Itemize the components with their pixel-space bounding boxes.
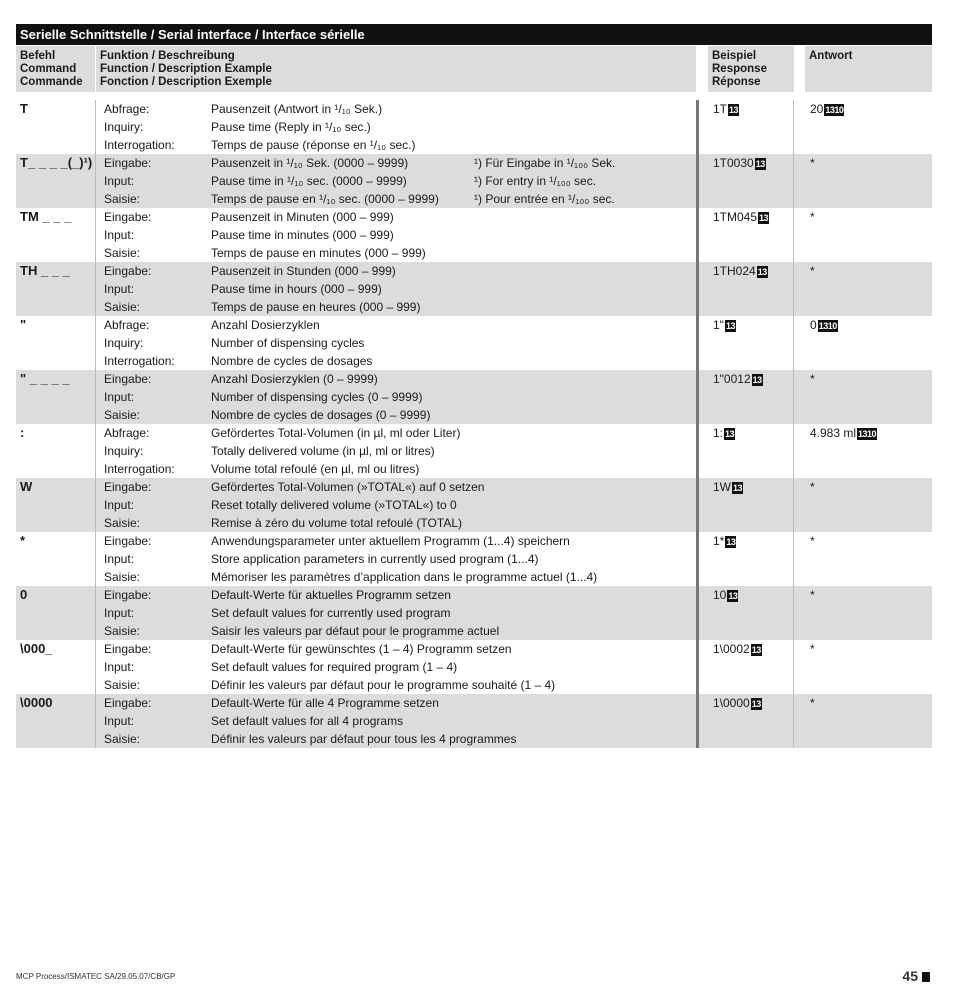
column-divider <box>696 316 699 370</box>
footnote: ¹) Für Eingabe in ¹/₁₀₀ Sek. <box>474 156 616 170</box>
line-label: Eingabe: <box>104 696 152 710</box>
line-description: Store application parameters in currently used program (1...4) <box>211 552 539 566</box>
header-function-en: Function / Description Example <box>100 63 272 75</box>
column-divider <box>696 100 699 154</box>
header-example <box>708 46 794 92</box>
example-response <box>713 154 766 172</box>
answer-text: * <box>810 372 815 386</box>
column-divider <box>95 262 96 316</box>
answer-text: 20 <box>810 102 824 116</box>
line-label: Saisie: <box>104 678 141 692</box>
column-divider <box>95 154 96 208</box>
answer <box>810 262 815 280</box>
column-divider <box>95 694 96 748</box>
answer-text: * <box>810 480 815 494</box>
column-divider <box>696 640 699 694</box>
control-code-icon: 1310 <box>818 320 837 331</box>
line-label: Saisie: <box>104 516 141 530</box>
table-row <box>16 532 932 586</box>
line-label: Abfrage: <box>104 426 150 440</box>
example-text: 1" <box>713 318 724 332</box>
line-description: Number of dispensing cycles <box>211 336 365 350</box>
line-description: Totally delivered volume (in µl, ml or litres) <box>211 444 435 458</box>
example-response <box>713 262 768 280</box>
column-divider <box>95 532 96 586</box>
line-description: Gefördertes Total-Volumen (in µl, ml oder Liter) <box>211 426 461 440</box>
answer <box>810 370 815 388</box>
answer-text: * <box>810 156 815 170</box>
answer <box>810 208 815 226</box>
line-description: Temps de pause en ¹/₁₀ sec. (0000 – 9999) <box>211 192 439 206</box>
header-example-en: Response <box>712 63 767 75</box>
line-description: Définir les valeurs par défaut pour tous les 4 programmes <box>211 732 517 746</box>
column-divider <box>793 424 794 478</box>
table-row <box>16 586 932 640</box>
example-response <box>713 694 762 712</box>
column-divider <box>95 370 96 424</box>
example-text: 10 <box>713 588 727 602</box>
line-description: Nombre de cycles de dosages (0 – 9999) <box>211 408 431 422</box>
answer <box>810 694 815 712</box>
line-description: Volume total refoulé (en µl, ml ou litres) <box>211 462 420 476</box>
line-label: Input: <box>104 498 135 512</box>
command-code: T_ _ _ _(_)¹) <box>20 155 93 170</box>
control-code-icon: 13 <box>751 698 761 709</box>
answer <box>810 316 838 334</box>
column-divider <box>95 640 96 694</box>
table-row <box>16 694 932 748</box>
header-answer <box>805 46 932 92</box>
line-description: Pause time in hours (000 – 999) <box>211 282 382 296</box>
line-label: Inquiry: <box>104 120 144 134</box>
header-example-de: Beispiel <box>712 50 757 62</box>
control-code-icon: 1310 <box>825 104 844 115</box>
footnote: ¹) For entry in ¹/₁₀₀ sec. <box>474 174 597 188</box>
column-divider <box>793 640 794 694</box>
column-divider <box>95 100 96 154</box>
example-text: 1"0012 <box>713 372 751 386</box>
line-description: Anzahl Dosierzyklen <box>211 318 320 332</box>
answer-text: 0 <box>810 318 817 332</box>
answer <box>810 586 815 604</box>
table-row <box>16 154 932 208</box>
column-divider <box>696 370 699 424</box>
column-divider <box>696 532 699 586</box>
command-code: " _ _ _ _ <box>20 371 70 386</box>
line-label: Saisie: <box>104 624 141 638</box>
header-command-de: Befehl <box>20 50 56 62</box>
answer-text: * <box>810 534 815 548</box>
control-code-icon: 13 <box>752 374 762 385</box>
answer <box>810 532 815 550</box>
command-code: 0 <box>20 587 28 602</box>
line-description: Pause time in minutes (000 – 999) <box>211 228 394 242</box>
command-code: \000_ <box>20 641 53 656</box>
control-code-icon: 13 <box>759 212 769 223</box>
line-description: Temps de pause en heures (000 – 999) <box>211 300 421 314</box>
table-row <box>16 478 932 532</box>
line-label: Input: <box>104 228 135 242</box>
column-divider <box>793 532 794 586</box>
table-row <box>16 370 932 424</box>
line-description: Set default values for required program (1 – 4) <box>211 660 458 674</box>
command-code: : <box>20 425 25 440</box>
example-text: 1TM045 <box>713 210 758 224</box>
line-description: Default-Werte für alle 4 Programme setzen <box>211 696 439 710</box>
column-divider <box>793 208 794 262</box>
control-code-icon: 13 <box>755 158 765 169</box>
line-label: Inquiry: <box>104 444 144 458</box>
header-function-de: Funktion / Beschreibung <box>100 50 235 62</box>
line-label: Saisie: <box>104 246 141 260</box>
example-text: 1W <box>713 480 731 494</box>
answer-text: * <box>810 696 815 710</box>
table-row <box>16 640 932 694</box>
column-divider <box>696 424 699 478</box>
page-number: 45 <box>902 968 918 984</box>
header-function <box>96 46 696 92</box>
column-divider <box>696 154 699 208</box>
line-description: Set default values for currently used program <box>211 606 451 620</box>
example-response <box>713 640 762 658</box>
column-divider <box>793 316 794 370</box>
column-divider <box>793 478 794 532</box>
line-label: Eingabe: <box>104 372 152 386</box>
column-divider <box>696 262 699 316</box>
table-row <box>16 262 932 316</box>
line-label: Abfrage: <box>104 318 150 332</box>
line-description: Nombre de cycles de dosages <box>211 354 373 368</box>
column-divider <box>793 694 794 748</box>
table-row <box>16 100 932 154</box>
control-code-icon: 13 <box>725 428 735 439</box>
column-divider <box>793 154 794 208</box>
example-response <box>713 532 736 550</box>
answer-text: * <box>810 264 815 278</box>
column-divider <box>793 100 794 154</box>
example-text: 1T0030 <box>713 156 754 170</box>
column-divider <box>95 586 96 640</box>
line-label: Interrogation: <box>104 138 175 152</box>
example-response <box>713 100 739 118</box>
header-command-en: Command <box>20 63 77 75</box>
control-code-icon: 13 <box>733 482 743 493</box>
command-code: " <box>20 317 27 332</box>
line-description: Pause time in ¹/₁₀ sec. (0000 – 9999) <box>211 174 407 188</box>
line-label: Eingabe: <box>104 156 152 170</box>
line-description: Pause time (Reply in ¹/₁₀ sec.) <box>211 120 371 134</box>
answer <box>810 424 877 442</box>
line-description: Anzahl Dosierzyklen (0 – 9999) <box>211 372 378 386</box>
line-label: Eingabe: <box>104 480 152 494</box>
line-label: Abfrage: <box>104 102 150 116</box>
line-label: Eingabe: <box>104 534 152 548</box>
answer-text: * <box>810 210 815 224</box>
line-description: Number of dispensing cycles (0 – 9999) <box>211 390 423 404</box>
line-label: Eingabe: <box>104 588 152 602</box>
line-description: Gefördertes Total-Volumen (»TOTAL«) auf 0 setzen <box>211 480 485 494</box>
answer <box>810 478 815 496</box>
example-text: 1\0000 <box>713 696 750 710</box>
command-code: TH _ _ _ <box>20 263 70 278</box>
line-label: Input: <box>104 606 135 620</box>
line-description: Pausenzeit in ¹/₁₀ Sek. (0000 – 9999) <box>211 156 409 170</box>
answer-text: 4.983 ml <box>810 426 857 440</box>
command-code: T <box>20 101 28 116</box>
table-row <box>16 208 932 262</box>
control-code-icon: 13 <box>728 590 738 601</box>
control-code-icon: 13 <box>751 644 761 655</box>
example-response <box>713 586 738 604</box>
example-text: 1\0002 <box>713 642 750 656</box>
example-text: 1* <box>713 534 725 548</box>
header-command <box>16 46 95 92</box>
line-description: Définir les valeurs par défaut pour le programme souhaité (1 – 4) <box>211 678 556 692</box>
answer <box>810 100 844 118</box>
line-label: Inquiry: <box>104 336 144 350</box>
answer-text: * <box>810 588 815 602</box>
column-divider <box>95 316 96 370</box>
table-title: Serielle Schnittstelle / Serial interface / Interface sérielle <box>16 24 932 45</box>
footer-doc-ref: MCP Process/ISMATEC SA/29.05.07/CB/GP <box>16 972 176 981</box>
line-label: Saisie: <box>104 300 141 314</box>
line-label: Saisie: <box>104 192 141 206</box>
example-text: 1TH024 <box>713 264 756 278</box>
answer <box>810 640 815 658</box>
header-command-fr: Commande <box>20 76 83 88</box>
line-description: Pausenzeit in Minuten (000 – 999) <box>211 210 394 224</box>
example-response <box>713 478 743 496</box>
example-response <box>713 424 735 442</box>
column-divider <box>793 370 794 424</box>
example-response <box>713 370 763 388</box>
line-label: Interrogation: <box>104 354 175 368</box>
line-description: Set default values for all 4 programs <box>211 714 404 728</box>
column-divider <box>95 208 96 262</box>
line-description: Saisir les valeurs par défaut pour le programme actuel <box>211 624 500 638</box>
example-response <box>713 316 736 334</box>
line-label: Interrogation: <box>104 462 175 476</box>
column-divider <box>793 586 794 640</box>
control-code-icon: 13 <box>729 104 739 115</box>
answer-text: * <box>810 642 815 656</box>
command-table <box>16 100 932 748</box>
line-description: Default-Werte für aktuelles Programm setzen <box>211 588 451 602</box>
example-text: 1T <box>713 102 728 116</box>
example-text: 1: <box>713 426 724 440</box>
column-divider <box>696 694 699 748</box>
line-label: Saisie: <box>104 570 141 584</box>
command-code: \0000 <box>20 695 53 710</box>
line-description: Temps de pause en minutes (000 – 999) <box>211 246 426 260</box>
line-label: Saisie: <box>104 732 141 746</box>
line-description: Anwendungsparameter unter aktuellem Programm (1...4) speichern <box>211 534 570 548</box>
answer <box>810 154 815 172</box>
line-description: Remise à zéro du volume total refoulé (TOTAL) <box>211 516 462 530</box>
line-label: Saisie: <box>104 408 141 422</box>
line-label: Input: <box>104 282 135 296</box>
line-label: Input: <box>104 552 135 566</box>
control-code-icon: 13 <box>757 266 767 277</box>
header-function-fr: Fonction / Description Exemple <box>100 76 272 88</box>
example-response <box>713 208 769 226</box>
line-description: Default-Werte für gewünschtes (1 – 4) Programm setzen <box>211 642 512 656</box>
line-label: Eingabe: <box>104 210 152 224</box>
column-divider <box>696 208 699 262</box>
line-label: Input: <box>104 660 135 674</box>
line-label: Input: <box>104 714 135 728</box>
control-code-icon: 13 <box>726 536 736 547</box>
page-marker-icon <box>922 972 930 982</box>
line-description: Reset totally delivered volume (»TOTAL«) to 0 <box>211 498 457 512</box>
line-description: Temps de pause (réponse en ¹/₁₀ sec.) <box>211 138 416 152</box>
column-divider <box>95 424 96 478</box>
command-code: TM _ _ _ <box>20 209 72 224</box>
line-label: Input: <box>104 390 135 404</box>
column-divider <box>793 262 794 316</box>
header-example-fr: Réponse <box>712 76 761 88</box>
header-answer-label: Antwort <box>809 50 853 62</box>
column-divider <box>696 478 699 532</box>
column-divider <box>95 478 96 532</box>
table-row <box>16 424 932 478</box>
command-code: W <box>20 479 33 494</box>
line-label: Input: <box>104 174 135 188</box>
line-description: Pausenzeit in Stunden (000 – 999) <box>211 264 396 278</box>
column-divider <box>696 586 699 640</box>
footnote: ¹) Pour entrée en ¹/₁₀₀ sec. <box>474 192 615 206</box>
control-code-icon: 13 <box>725 320 735 331</box>
table-row <box>16 316 932 370</box>
line-description: Mémoriser les paramètres d’application dans le programme actuel (1...4) <box>211 570 598 584</box>
line-label: Eingabe: <box>104 642 152 656</box>
control-code-icon: 1310 <box>858 428 877 439</box>
command-code: * <box>20 533 26 548</box>
line-label: Eingabe: <box>104 264 152 278</box>
line-description: Pausenzeit (Antwort in ¹/₁₀ Sek.) <box>211 102 383 116</box>
